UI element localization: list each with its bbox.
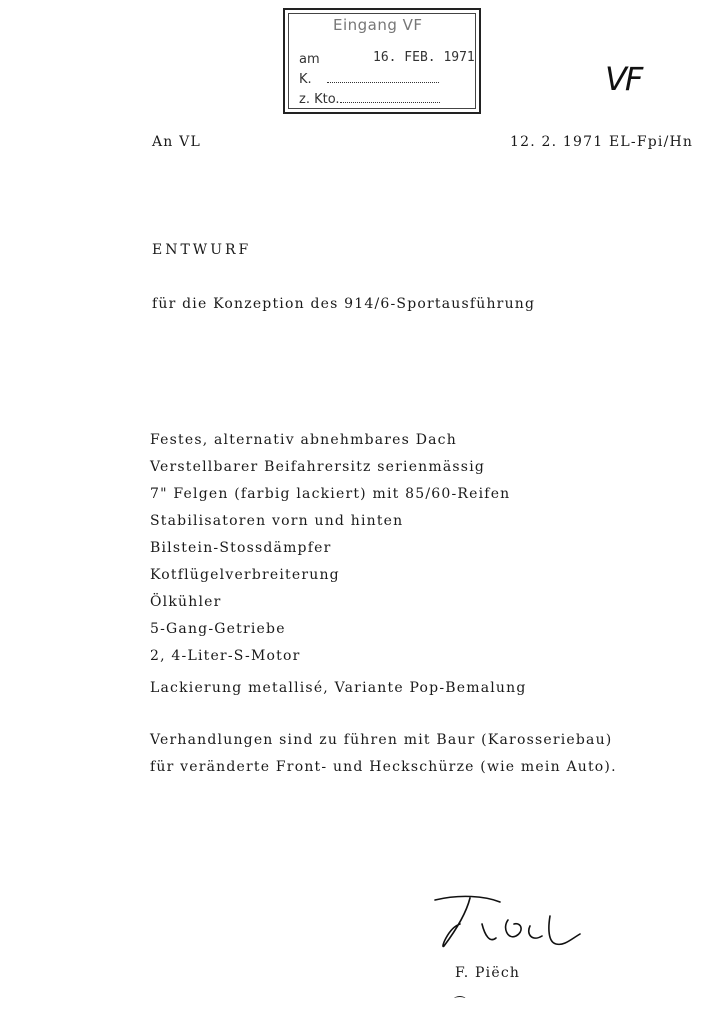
stamp-row-kto xyxy=(299,92,440,107)
stamp-row-date-label: am xyxy=(299,52,320,67)
feature-item: 2, 4-Liter-S-Motor xyxy=(150,648,301,664)
date-reference: 12. 2. 1971 EL-Fpi/Hn xyxy=(510,134,694,150)
feature-item: Festes, alternativ abnehmbares Dach xyxy=(150,432,457,448)
feature-item: 7" Felgen (farbig lackiert) mit 85/60-Reifen xyxy=(150,486,511,502)
handwritten-initials: VF xyxy=(605,60,642,98)
feature-item: Bilstein-Stossdämpfer xyxy=(150,540,332,556)
document-title: ENTWURF xyxy=(152,242,252,258)
closing-line: Verhandlungen sind zu führen mit Baur (Karosseriebau) xyxy=(150,732,613,748)
stamp-date: 16. FEB. 1971 xyxy=(373,50,475,65)
feature-item: Ölkühler xyxy=(150,594,222,610)
stamp-row-date xyxy=(299,52,327,67)
feature-item: Stabilisatoren vorn und hinten xyxy=(150,513,404,529)
stamp-row-k xyxy=(299,72,439,87)
recipient: An VL xyxy=(152,134,201,150)
stamp-title: Eingang VF xyxy=(333,16,423,34)
feature-item: Kotflügelverbreiterung xyxy=(150,567,340,583)
handwritten-signature xyxy=(430,888,590,958)
received-stamp xyxy=(283,8,481,114)
feature-item: 5-Gang-Getriebe xyxy=(150,621,286,637)
signatory-name: F. Piëch xyxy=(455,965,521,981)
subject-line: für die Konzeption des 914/6-Sportausführung xyxy=(152,296,536,312)
ink-mark: ⁀ xyxy=(455,996,465,1010)
feature-item: Verstellbarer Beifahrersitz serienmässig xyxy=(150,459,486,475)
closing-line: für veränderte Front- und Heckschürze (wie mein Auto). xyxy=(150,759,617,775)
stamp-row-k-label: K. xyxy=(299,72,312,87)
stamp-row-kto-label: z. Kto. xyxy=(299,92,340,107)
feature-item: Lackierung metallisé, Variante Pop-Bemalung xyxy=(150,680,527,696)
